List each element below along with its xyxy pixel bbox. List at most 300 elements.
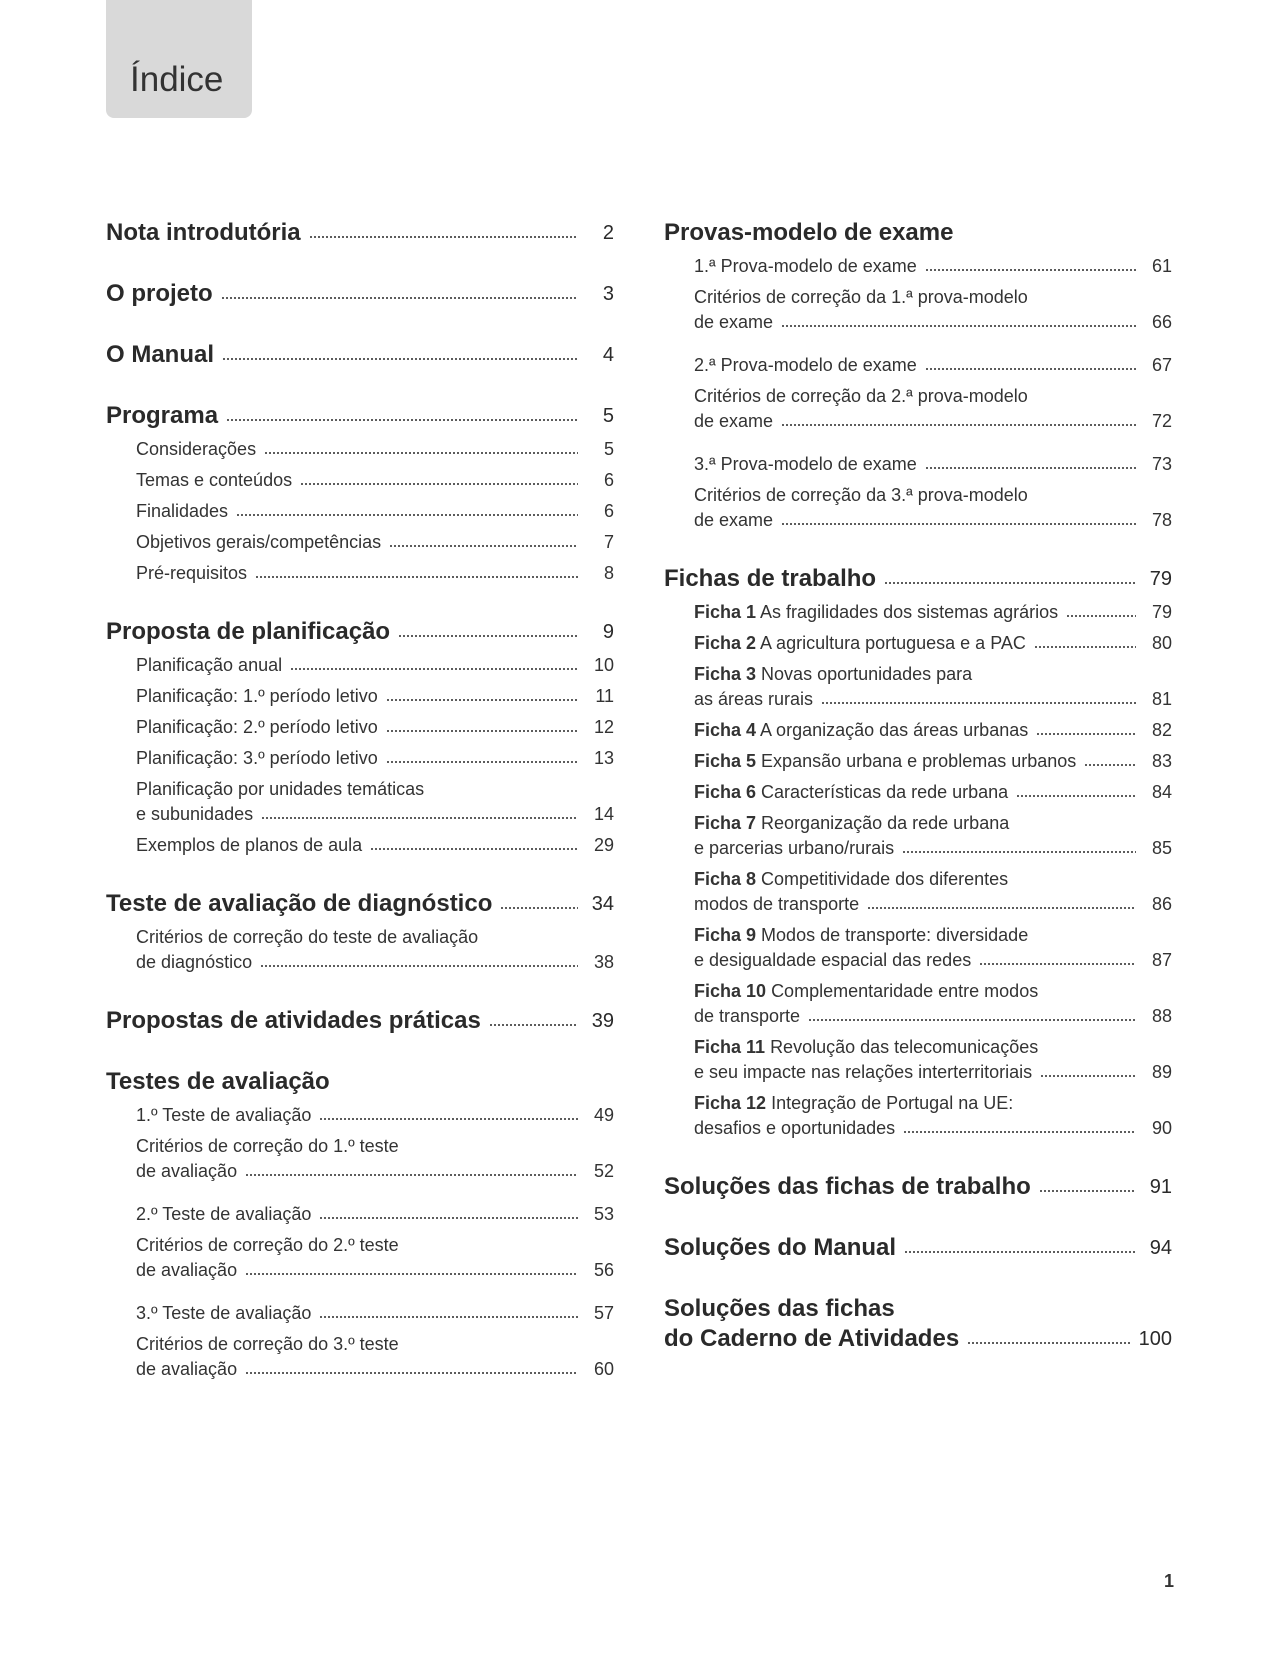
section-page: 9 (602, 621, 614, 643)
toc-entry (106, 1332, 614, 1382)
entry-text (694, 508, 773, 533)
toc-entry (664, 452, 1172, 477)
dot-leader (781, 422, 1136, 428)
entry-text-value: Planificação: 2.º período letivo (136, 717, 378, 737)
section-entries (106, 653, 614, 858)
entry-row (136, 746, 614, 771)
dot-leader (319, 1314, 578, 1320)
entry-text (136, 499, 228, 524)
entry-page: 90 (1151, 1118, 1172, 1138)
section-title: Proposta de planificação (106, 618, 391, 645)
entry-label: Ficha 9 (694, 925, 757, 945)
entry-lead-text: Reorganização da rede urbana (761, 813, 1010, 833)
section-entries (664, 254, 1172, 533)
entry-page: 60 (593, 1359, 614, 1379)
entry-page: 73 (1151, 454, 1172, 474)
entry-text-value: 3.ª Prova-modelo de exame (694, 454, 917, 474)
entry-page: 83 (1151, 751, 1172, 771)
toc-entry (106, 684, 614, 709)
entry-row (136, 1357, 614, 1382)
toc-section (664, 1294, 1172, 1354)
entry-row (136, 1159, 614, 1184)
entry-lead-text: Critérios de correção do teste de avaliação (136, 927, 479, 947)
entry-page: 7 (603, 532, 614, 552)
dot-leader (261, 815, 578, 821)
entry-lead-line (136, 777, 614, 802)
entry-lead-line (694, 1035, 1172, 1060)
entry-row (694, 508, 1172, 533)
entry-text (694, 600, 1058, 625)
section-title-row (664, 1324, 1172, 1354)
entry-row (136, 833, 614, 858)
dot-leader (319, 1116, 578, 1122)
entry-text-value: de exame (694, 312, 774, 332)
toc-entry (664, 867, 1172, 917)
entry-row (694, 892, 1172, 917)
dot-leader (319, 1215, 578, 1221)
entry-row (694, 452, 1172, 477)
entry-lead-line (694, 483, 1172, 508)
section-title: Programa (106, 402, 219, 429)
toc-entry (664, 662, 1172, 712)
entry-page: 38 (593, 952, 614, 972)
section-title-row (106, 1006, 614, 1036)
section-title-row (106, 889, 614, 919)
entry-text-value: 1.ª Prova-modelo de exame (694, 256, 917, 276)
entry-row (136, 684, 614, 709)
dot-leader (245, 1271, 578, 1277)
entry-text (136, 530, 381, 555)
entry-lead-line (694, 811, 1172, 836)
page-number: 1 (1163, 1571, 1174, 1591)
entry-label: Ficha 12 (694, 1093, 767, 1113)
section-title-row (664, 564, 1172, 594)
toc-entry (664, 285, 1172, 335)
entry-page: 53 (593, 1204, 614, 1224)
entry-text-value: desafios e oportunidades (694, 1118, 896, 1138)
entry-page: 14 (593, 804, 614, 824)
entry-label: Ficha 11 (694, 1037, 766, 1057)
section-title: Provas-modelo de exame (664, 219, 954, 246)
toc-entry (106, 1301, 614, 1326)
entry-row (136, 468, 614, 493)
entry-text (694, 892, 859, 917)
dot-leader (1016, 793, 1136, 799)
entry-row (694, 1004, 1172, 1029)
toc-section (106, 279, 614, 309)
entry-page: 79 (1151, 602, 1172, 622)
entry-lead-line (694, 384, 1172, 409)
section-title: do Caderno de Atividades (664, 1325, 960, 1352)
section-title-row (664, 1233, 1172, 1263)
toc-entry (664, 384, 1172, 434)
entry-lead-text: Critérios de correção do 3.º teste (136, 1334, 399, 1354)
entry-lead-line (694, 867, 1172, 892)
entry-text-value: de diagnóstico (136, 952, 253, 972)
section-title-row (106, 617, 614, 647)
entry-lead-line (694, 662, 1172, 687)
section-page: 3 (602, 283, 614, 305)
entry-row (136, 1258, 614, 1283)
entry-text (694, 780, 1008, 805)
entry-row (136, 530, 614, 555)
toc-left-column (106, 218, 614, 1413)
entry-label: Ficha 3 (694, 664, 757, 684)
entry-text (694, 948, 971, 973)
toc-entry (664, 923, 1172, 973)
entry-text-value: A agricultura portuguesa e a PAC (760, 633, 1026, 653)
entry-page: 87 (1151, 950, 1172, 970)
entry-page: 6 (603, 470, 614, 490)
entry-page: 29 (593, 835, 614, 855)
entry-label: Ficha 7 (694, 813, 757, 833)
section-title: O projeto (106, 280, 213, 307)
dot-leader (245, 1370, 578, 1376)
entry-text-value: de avaliação (136, 1359, 238, 1379)
dot-leader (226, 417, 578, 423)
entry-row (694, 749, 1172, 774)
entry-label: Ficha 8 (694, 869, 757, 889)
entry-text-value: Planificação: 3.º período letivo (136, 748, 378, 768)
section-title-row (106, 279, 614, 309)
section-entries (664, 600, 1172, 1141)
entry-text-value: e subunidades (136, 804, 254, 824)
toc-right-column (664, 218, 1172, 1385)
entry-lead-text: Critérios de correção do 1.º teste (136, 1136, 399, 1156)
entry-text (694, 749, 1076, 774)
section-title-row (106, 218, 614, 248)
dot-leader (309, 234, 578, 240)
entry-page: 88 (1151, 1006, 1172, 1026)
entry-text (694, 254, 917, 279)
entry-row (694, 353, 1172, 378)
entry-text (694, 1004, 800, 1029)
entry-text-value: Temas e conteúdos (136, 470, 293, 490)
entry-text-value: Exemplos de planos de aula (136, 835, 363, 855)
entry-text (136, 1103, 311, 1128)
dot-leader (389, 543, 578, 549)
section-page: 94 (1149, 1237, 1172, 1259)
dot-leader (370, 846, 578, 852)
dot-leader (884, 580, 1136, 586)
toc-entry (106, 437, 614, 462)
entry-text-value: as áreas rurais (694, 689, 814, 709)
entry-text-value: Planificação: 1.º período letivo (136, 686, 378, 706)
dot-leader (867, 905, 1136, 911)
entry-text (136, 1202, 311, 1227)
toc-entry (106, 653, 614, 678)
toc-entry (106, 1103, 614, 1128)
toc-section (664, 218, 1172, 533)
section-page: 39 (591, 1010, 614, 1032)
dot-leader (222, 356, 578, 362)
toc-entry (106, 468, 614, 493)
entry-row (136, 715, 614, 740)
entry-text-value: de exame (694, 510, 774, 530)
section-entries (106, 1103, 614, 1382)
entry-row (136, 437, 614, 462)
section-title: Propostas de atividades práticas (106, 1007, 481, 1034)
section-title: Teste de avaliação de diagnóstico (106, 890, 493, 917)
entry-lead-text: Critérios de correção da 2.ª prova-modelo (694, 386, 1028, 406)
toc-entry (106, 715, 614, 740)
dot-leader (1084, 762, 1136, 768)
entry-text-value: modos de transporte (694, 894, 860, 914)
section-title-row (106, 340, 614, 370)
entry-page: 5 (603, 439, 614, 459)
section-page: 4 (602, 344, 614, 366)
entry-text-value: 2.º Teste de avaliação (136, 1204, 312, 1224)
dot-leader (903, 1129, 1136, 1135)
entry-text-value: Pré-requisitos (136, 563, 248, 583)
dot-leader (500, 905, 578, 911)
entry-page: 85 (1151, 838, 1172, 858)
entry-page: 57 (593, 1303, 614, 1323)
entry-lead-line (694, 979, 1172, 1004)
entry-text-value: de avaliação (136, 1260, 238, 1280)
entry-row (694, 409, 1172, 434)
entry-text (694, 353, 917, 378)
entry-text-value: Objetivos gerais/competências (136, 532, 382, 552)
entry-page: 8 (603, 563, 614, 583)
entry-text (136, 802, 253, 827)
entry-row (694, 1116, 1172, 1141)
entry-row (136, 561, 614, 586)
dot-leader (290, 666, 578, 672)
entry-text-value: 2.ª Prova-modelo de exame (694, 355, 917, 375)
entry-row (136, 1103, 614, 1128)
entry-text-value: Expansão urbana e problemas urbanos (761, 751, 1077, 771)
dot-leader (781, 521, 1136, 527)
dot-leader (1036, 731, 1136, 737)
dot-leader (1039, 1188, 1136, 1194)
entry-lead-text: Critérios de correção do 2.º teste (136, 1235, 399, 1255)
entry-lead-text: Revolução das telecomunicações (770, 1037, 1039, 1057)
toc-section (106, 218, 614, 248)
entry-page: 6 (603, 501, 614, 521)
entry-text (136, 950, 252, 975)
toc-entry (106, 925, 614, 975)
toc-entry (106, 746, 614, 771)
entry-page: 13 (593, 748, 614, 768)
entry-lead-line (694, 285, 1172, 310)
entry-page: 84 (1151, 782, 1172, 802)
entry-lead-line (136, 925, 614, 950)
entry-text (694, 836, 894, 861)
entry-text-value: de avaliação (136, 1161, 238, 1181)
entry-row (694, 1060, 1172, 1085)
entry-text (136, 715, 378, 740)
entry-text-value: Planificação anual (136, 655, 283, 675)
entry-page: 56 (593, 1260, 614, 1280)
dot-leader (386, 728, 578, 734)
entry-lead-line (136, 1233, 614, 1258)
dot-leader (1034, 644, 1136, 650)
entry-page: 82 (1151, 720, 1172, 740)
toc-section (106, 889, 614, 975)
entry-page: 12 (593, 717, 614, 737)
entry-row (136, 1301, 614, 1326)
section-title-lead: Soluções das fichas (664, 1295, 895, 1322)
entry-text (694, 631, 1026, 656)
entry-text (694, 409, 773, 434)
dot-leader (255, 574, 578, 580)
entry-lead-text: Planificação por unidades temáticas (136, 779, 425, 799)
toc-entry (106, 1202, 614, 1227)
entry-text (136, 684, 378, 709)
section-title: Soluções das fichas de trabalho (664, 1173, 1031, 1200)
section-page: 100 (1138, 1328, 1172, 1350)
toc-entry (664, 749, 1172, 774)
entry-label: Ficha 2 (694, 633, 757, 653)
dot-leader (904, 1249, 1136, 1255)
entry-page: 78 (1151, 510, 1172, 530)
dot-leader (386, 759, 578, 765)
entry-lead-text: Integração de Portugal na UE: (771, 1093, 1014, 1113)
entry-label: Ficha 4 (694, 720, 757, 740)
entry-page: 89 (1151, 1062, 1172, 1082)
dot-leader (1040, 1073, 1136, 1079)
entry-text (136, 1357, 237, 1382)
section-title: Nota introdutória (106, 219, 301, 246)
entry-lead-line (694, 923, 1172, 948)
section-page: 34 (591, 893, 614, 915)
entry-row (136, 802, 614, 827)
entry-row (136, 1202, 614, 1227)
entry-page: 11 (595, 686, 614, 706)
entry-text-value: 1.º Teste de avaliação (136, 1105, 312, 1125)
section-title: Fichas de trabalho (664, 565, 877, 592)
entry-page: 10 (593, 655, 614, 675)
dot-leader (1066, 613, 1136, 619)
entry-row (136, 499, 614, 524)
dot-leader (236, 512, 578, 518)
dot-leader (264, 450, 578, 456)
entry-row (694, 600, 1172, 625)
entry-row (694, 310, 1172, 335)
toc-entry (664, 780, 1172, 805)
entry-text-value: 3.º Teste de avaliação (136, 1303, 312, 1323)
entry-row (136, 653, 614, 678)
dot-leader (386, 697, 578, 703)
section-title-row (106, 401, 614, 431)
toc-entry (664, 353, 1172, 378)
dot-leader (489, 1022, 578, 1028)
entry-text (136, 653, 282, 678)
entry-page: 67 (1151, 355, 1172, 375)
toc-section (106, 340, 614, 370)
entry-lead-text: Critérios de correção da 3.ª prova-modelo (694, 485, 1028, 505)
section-title-row (106, 1067, 614, 1097)
entry-row (694, 631, 1172, 656)
entry-text-value: Considerações (136, 439, 257, 459)
entry-text (694, 310, 773, 335)
entry-label: Ficha 6 (694, 782, 757, 802)
entry-lead-line (136, 1332, 614, 1357)
entry-text (136, 468, 292, 493)
index-tab (106, 0, 252, 118)
dot-leader (925, 267, 1136, 273)
section-title: Testes de avaliação (106, 1068, 330, 1095)
section-title: O Manual (106, 341, 215, 368)
dot-leader (398, 633, 578, 639)
dot-leader (300, 481, 578, 487)
toc-section (664, 1233, 1172, 1263)
toc-entry (664, 600, 1172, 625)
section-title: Soluções do Manual (664, 1234, 897, 1261)
toc-entry (664, 254, 1172, 279)
entry-lead-text: Modos de transporte: diversidade (761, 925, 1029, 945)
dot-leader (902, 849, 1136, 855)
entry-row (694, 836, 1172, 861)
entry-page: 52 (593, 1161, 614, 1181)
entry-page: 49 (593, 1105, 614, 1125)
dot-leader (821, 700, 1136, 706)
entry-row (694, 780, 1172, 805)
entry-page: 81 (1151, 689, 1172, 709)
page-title: Índice (130, 60, 224, 99)
entry-lead-line (694, 1091, 1172, 1116)
section-title-row (664, 1172, 1172, 1202)
entry-text-value: e seu impacte nas relações interterritoriais (694, 1062, 1033, 1082)
entry-text (136, 437, 256, 462)
entry-page: 80 (1151, 633, 1172, 653)
section-entries (106, 925, 614, 975)
entry-text (136, 1159, 237, 1184)
entry-row (694, 948, 1172, 973)
entry-text-value: de exame (694, 411, 774, 431)
entry-page: 61 (1151, 256, 1172, 276)
section-entries (106, 437, 614, 586)
dot-leader (925, 465, 1136, 471)
section-title-row (664, 218, 1172, 248)
toc-entry (664, 811, 1172, 861)
entry-label: Ficha 10 (694, 981, 767, 1001)
entry-lead-text: Critérios de correção da 1.ª prova-modelo (694, 287, 1028, 307)
entry-lead-text: Novas oportunidades para (761, 664, 973, 684)
entry-text (136, 561, 247, 586)
entry-text (694, 718, 1028, 743)
toc-section (106, 1067, 614, 1382)
toc-section (106, 617, 614, 858)
entry-row (694, 718, 1172, 743)
entry-text-value: A organização das áreas urbanas (760, 720, 1029, 740)
toc-entry (106, 561, 614, 586)
toc-entry (106, 777, 614, 827)
section-page: 79 (1149, 568, 1172, 590)
entry-page: 66 (1151, 312, 1172, 332)
dot-leader (967, 1340, 1130, 1346)
entry-text-value: As fragilidades dos sistemas agrários (760, 602, 1059, 622)
entry-text-value: de transporte (694, 1006, 801, 1026)
dot-leader (781, 323, 1136, 329)
entry-text (136, 1258, 237, 1283)
entry-lead-line (136, 1134, 614, 1159)
toc-entry (106, 1233, 614, 1283)
toc-entry (664, 1035, 1172, 1085)
toc-entry (106, 833, 614, 858)
dot-leader (260, 963, 578, 969)
toc-entry (664, 1091, 1172, 1141)
dot-leader (808, 1017, 1136, 1023)
toc-section (664, 564, 1172, 1141)
toc-entry (106, 530, 614, 555)
entry-row (694, 254, 1172, 279)
entry-lead-text: Complementaridade entre modos (771, 981, 1039, 1001)
entry-text-value: e parcerias urbano/rurais (694, 838, 895, 858)
section-page: 2 (602, 222, 614, 244)
entry-text (136, 746, 378, 771)
